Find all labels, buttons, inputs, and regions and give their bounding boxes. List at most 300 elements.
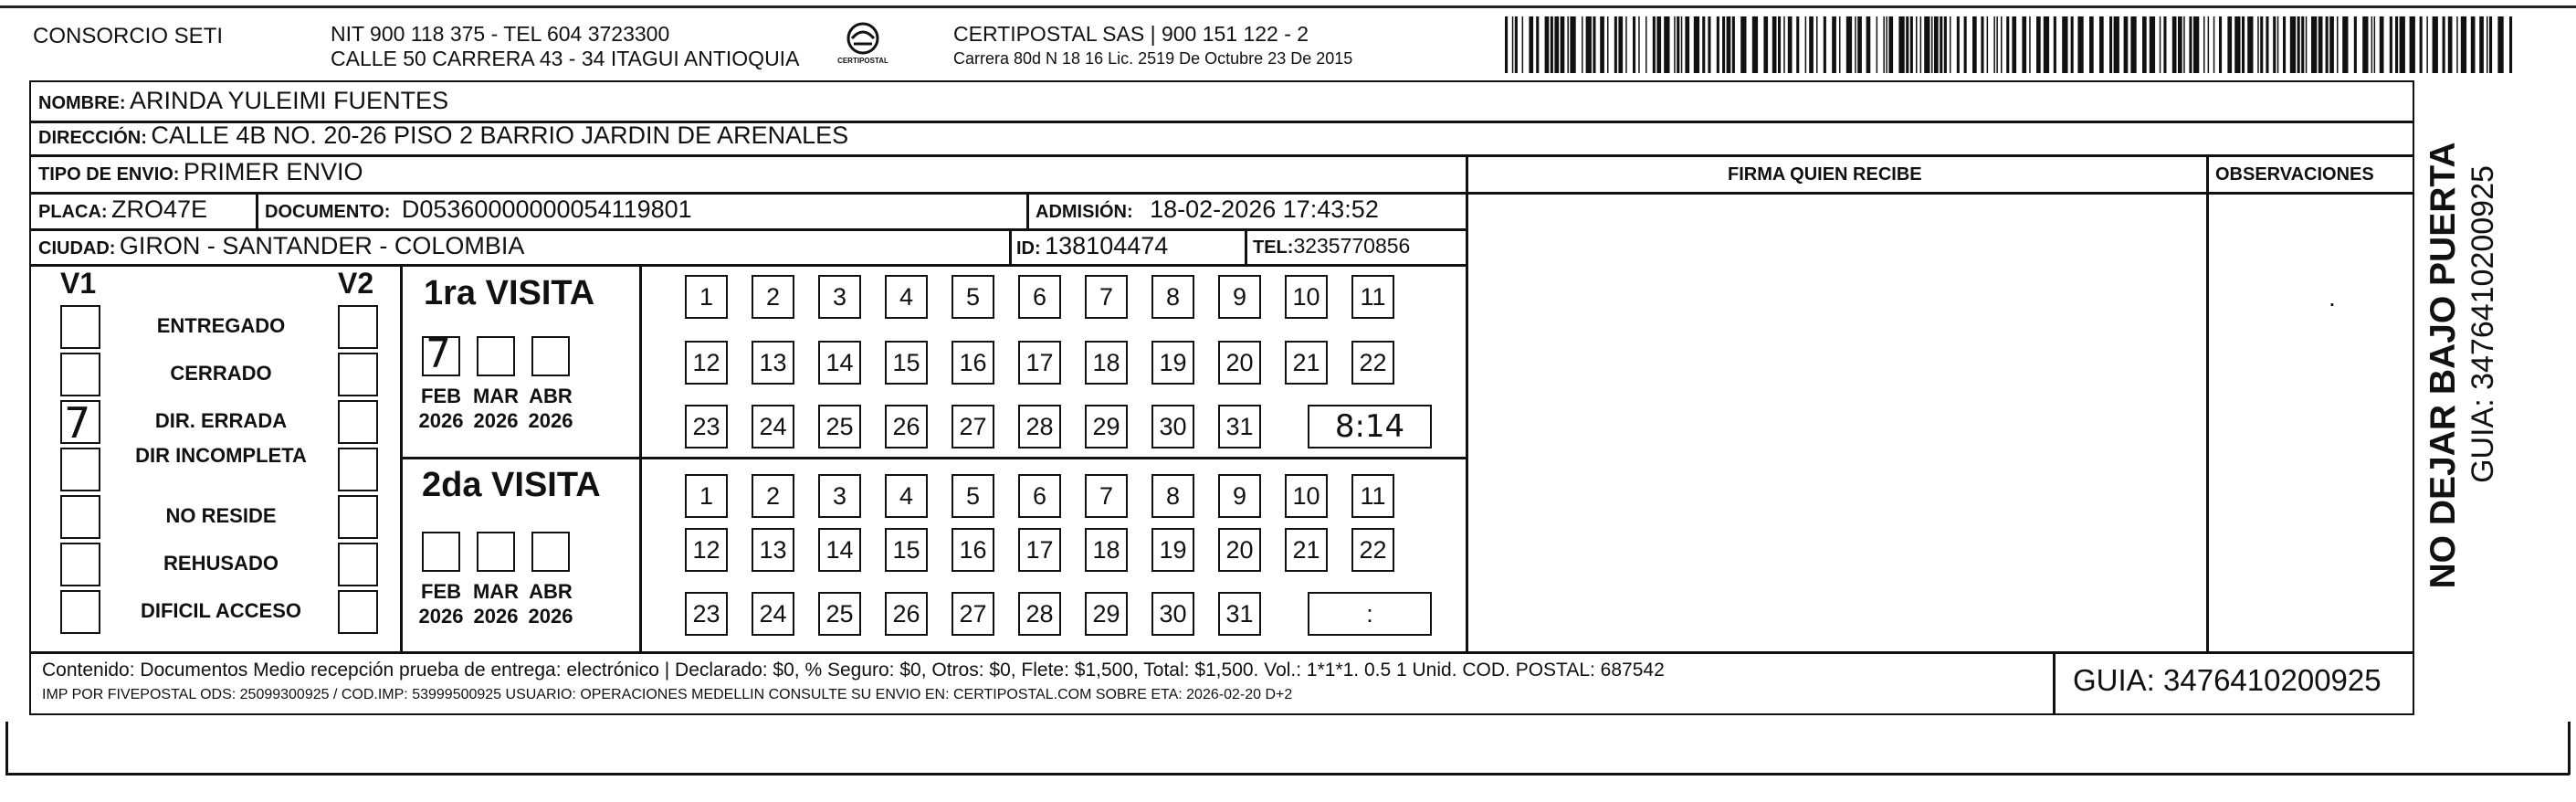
- month-name: FEB: [421, 580, 461, 603]
- v2-checkbox[interactable]: [338, 590, 378, 634]
- v1-label: V1: [60, 267, 97, 300]
- barcode-bar: [2448, 16, 2453, 73]
- barcode-bar: [2410, 16, 2415, 73]
- barcode-bar: [1981, 16, 1983, 73]
- barcode-bar: [2420, 16, 2423, 73]
- barcode-bar: [2329, 16, 2334, 73]
- day-checkbox[interactable]: 30: [1151, 405, 1194, 448]
- month-checkbox[interactable]: [531, 336, 570, 376]
- barcode-bar: [1529, 16, 1533, 73]
- barcode-bar: [2044, 16, 2049, 73]
- day-checkbox[interactable]: 19: [1151, 528, 1194, 572]
- barcode-bar: [2001, 16, 2003, 73]
- status-option-label: DIFICIL ACCESO: [140, 599, 301, 622]
- day-checkbox[interactable]: 11: [1351, 474, 1394, 518]
- barcode-bar: [2242, 16, 2245, 73]
- nombre-row: [38, 87, 448, 115]
- month-year: 2026: [418, 409, 464, 432]
- nombre-value: ARINDA YULEIMI FUENTES: [130, 87, 449, 114]
- documento-cell: [265, 195, 692, 224]
- barcode-bar: [1916, 16, 1918, 73]
- status-option-label: DIR. ERRADA: [154, 409, 288, 432]
- day-checkbox[interactable]: 16: [952, 341, 994, 385]
- ciudad-value: GIRON - SANTANDER - COLOMBIA: [119, 232, 525, 259]
- barcode-bar: [1752, 16, 1758, 73]
- day-checkbox[interactable]: 13: [752, 528, 794, 572]
- barcode-bar: [2109, 16, 2112, 73]
- barcode-bar: [1888, 16, 1893, 73]
- month-name: MAR: [472, 580, 520, 603]
- day-checkbox[interactable]: 28: [1018, 405, 1061, 448]
- placa-value: ZRO47E: [111, 195, 208, 223]
- contenido-line: Contenido: Documentos Medio recepción prueba de entrega: electrónico | Declarado: $0, % Seguro: $0, Otros: $0, Flete: $1,500, Total: $1,500. Vol.: 1*1*1. 0.5 1 Unid. COD. POSTAL: 687542: [42, 660, 1665, 681]
- barcode-bar: [2342, 16, 2348, 73]
- barcode-bar: [1638, 16, 1640, 73]
- barcode-bar: [1920, 16, 1922, 73]
- barcode-bar: [1987, 16, 1989, 73]
- month-label: [413, 384, 469, 433]
- month-year: 2026: [473, 605, 519, 628]
- tel-cell: [1253, 234, 1410, 259]
- day-checkbox[interactable]: 25: [818, 405, 861, 448]
- barcode-bar: [1722, 16, 1725, 73]
- barcode-bar: [1866, 16, 1871, 73]
- barcode-bar: [1964, 16, 1967, 73]
- day-checkbox[interactable]: 14: [818, 341, 861, 385]
- barcode-bar: [1940, 16, 1942, 73]
- barcode-bar: [2297, 16, 2300, 73]
- barcode-bar: [2395, 16, 2398, 73]
- barcode-bar: [2124, 16, 2129, 73]
- day-checkbox[interactable]: 7: [1085, 275, 1128, 319]
- barcode-bar: [1656, 16, 1661, 73]
- month-handwritten-mark: 7: [426, 331, 451, 377]
- column-divider: [2206, 154, 2209, 651]
- v2-checkbox[interactable]: [338, 543, 378, 586]
- barcode-bar: [1708, 16, 1710, 73]
- tipo-value: PRIMER ENVIO: [183, 158, 363, 185]
- barcode-bar: [1674, 16, 1676, 73]
- barcode-bar: [2099, 16, 2104, 73]
- barcode-bar: [2150, 16, 2155, 73]
- tipo-label: TIPO DE ENVIO:: [38, 164, 180, 185]
- barcode-bar: [1934, 16, 1939, 73]
- tel-value: 3235770856: [1293, 234, 1411, 258]
- barcode-bar: [2400, 16, 2405, 73]
- footer-guia: GUIA: 3476410200925: [2073, 663, 2381, 697]
- admision-label: ADMISIÓN:: [1036, 202, 1133, 222]
- barcode-bar: [2426, 16, 2428, 73]
- barcode-bar: [1633, 16, 1635, 73]
- barcode-bar: [2219, 16, 2222, 73]
- barcode-bar: [1536, 16, 1539, 73]
- v1-checkbox[interactable]: [60, 543, 100, 586]
- month-year: 2026: [528, 409, 573, 432]
- documento-value: D05360000000054119801: [401, 195, 692, 223]
- status-option-label: REHUSADO: [163, 552, 279, 575]
- barcode-bar: [1839, 16, 1841, 73]
- barcode-bar: [2489, 16, 2492, 73]
- day-checkbox[interactable]: 18: [1085, 528, 1128, 572]
- day-checkbox[interactable]: 9: [1218, 275, 1261, 319]
- day-checkbox[interactable]: 12: [685, 341, 728, 385]
- address-line: CALLE 50 CARRERA 43 - 34 ITAGUI ANTIOQUIA: [331, 47, 800, 70]
- barcode-bar: [2130, 16, 2136, 73]
- column-divider: [1245, 228, 1247, 264]
- day-checkbox[interactable]: 5: [952, 275, 994, 319]
- logo-text: CERTIPOSTAL: [837, 57, 888, 65]
- day-checkbox[interactable]: 27: [952, 592, 994, 636]
- day-checkbox[interactable]: 21: [1285, 528, 1328, 572]
- barcode-bar: [2077, 16, 2083, 73]
- barcode-bar: [1898, 16, 1904, 73]
- day-checkbox[interactable]: 26: [885, 592, 928, 636]
- barcode-bar: [1551, 16, 1553, 73]
- barcode-bar: [1855, 16, 1856, 73]
- day-checkbox[interactable]: 6: [1018, 275, 1061, 319]
- day-checkbox[interactable]: 5: [952, 474, 994, 518]
- nombre-label: NOMBRE:: [38, 93, 126, 113]
- barcode-bar: [2012, 16, 2016, 73]
- barcode-bar: [1957, 16, 1960, 73]
- barcode-bar: [2234, 16, 2240, 73]
- v2-checkbox[interactable]: [338, 305, 378, 349]
- barcode-bar: [2036, 16, 2041, 73]
- ciudad-label: CIUDAD:: [38, 238, 116, 259]
- month-checkbox[interactable]: [477, 336, 515, 376]
- barcode-bar: [1567, 16, 1569, 73]
- second-visit-title: 2da VISITA: [422, 466, 601, 504]
- barcode-bar: [1732, 16, 1735, 73]
- day-checkbox[interactable]: 7: [1085, 474, 1128, 518]
- column-divider: [1026, 192, 1029, 228]
- v1-checkbox[interactable]: [60, 353, 100, 396]
- day-checkbox[interactable]: 13: [752, 341, 794, 385]
- day-checkbox[interactable]: 8: [1151, 474, 1194, 518]
- day-checkbox[interactable]: 22: [1351, 528, 1394, 572]
- column-divider: [2053, 651, 2056, 715]
- day-checkbox[interactable]: 21: [1285, 341, 1328, 385]
- day-checkbox[interactable]: 17: [1018, 341, 1061, 385]
- barcode-bar: [1625, 16, 1627, 73]
- placa-label: PLACA:: [38, 202, 108, 222]
- barcode-bar: [1931, 16, 1933, 73]
- day-checkbox[interactable]: 19: [1151, 341, 1194, 385]
- month-checkbox[interactable]: [531, 532, 570, 572]
- row-divider: [29, 192, 2414, 195]
- first-visit-title: 1ra VISITA: [424, 274, 595, 312]
- day-checkbox[interactable]: 15: [885, 528, 928, 572]
- barcode-bar: [2290, 16, 2296, 73]
- tipo-row: [38, 158, 363, 186]
- bottom-edge-bracket: [2568, 722, 2571, 775]
- barcode-bar: [2247, 16, 2253, 73]
- day-checkbox[interactable]: 20: [1218, 528, 1261, 572]
- direccion-value: CALLE 4B NO. 20-26 PISO 2 BARRIO JARDIN DE ARENALES: [151, 121, 849, 149]
- barcode-bar: [2189, 16, 2192, 73]
- imp-line: IMP POR FIVEPOSTAL ODS: 25099300925 / COD.IMP: 53999500925 USUARIO: OPERACIONES MEDELLIN CONSULTE SU ENVIO EN: CERTIPOSTAL.COM SOBRE ETA: 2026-02-20 D+2: [42, 687, 1293, 702]
- month-name: MAR: [472, 385, 520, 407]
- barcode-bar: [1886, 16, 1887, 73]
- status-option-label: DIR INCOMPLETA: [135, 444, 307, 467]
- barcode-bar: [2163, 16, 2166, 73]
- barcode-bar: [2433, 16, 2438, 73]
- direccion-label: DIRECCIÓN:: [38, 128, 147, 148]
- barcode-bar: [1796, 16, 1799, 73]
- barcode-bar: [2354, 16, 2357, 73]
- day-checkbox[interactable]: 4: [885, 474, 928, 518]
- barcode-bar: [1685, 16, 1689, 73]
- day-checkbox[interactable]: 26: [885, 405, 928, 448]
- barcode-bar: [2178, 16, 2182, 73]
- barcode-bar: [1570, 16, 1575, 73]
- barcode-bar: [2054, 16, 2056, 73]
- barcode-bar: [1717, 16, 1719, 73]
- month-name: ABR: [529, 580, 573, 603]
- day-checkbox[interactable]: 22: [1351, 341, 1394, 385]
- barcode-bar: [1910, 16, 1913, 73]
- barcode-bar: [1788, 16, 1793, 73]
- barcode-bar: [2362, 16, 2368, 73]
- barcode-bar: [1883, 16, 1885, 73]
- barcode-bar: [1645, 16, 1647, 73]
- day-checkbox[interactable]: 29: [1085, 592, 1128, 636]
- barcode-bar: [2022, 16, 2026, 73]
- barcode-bar: [2029, 16, 2031, 73]
- day-checkbox[interactable]: 3: [818, 275, 861, 319]
- barcode-bar: [1561, 16, 1565, 73]
- v1-checkbox[interactable]: [60, 305, 100, 349]
- day-checkbox[interactable]: 31: [1218, 592, 1261, 636]
- day-checkbox[interactable]: 10: [1285, 275, 1328, 319]
- barcode-bar: [2337, 16, 2339, 73]
- day-checkbox[interactable]: 18: [1085, 341, 1128, 385]
- day-checkbox[interactable]: 30: [1151, 592, 1194, 636]
- barcode-bar: [2260, 16, 2263, 73]
- v2-checkbox[interactable]: [338, 448, 378, 491]
- barcode-bar: [1702, 16, 1705, 73]
- barcode-bar: [2456, 16, 2458, 73]
- barcode-bar: [1783, 16, 1785, 73]
- v1-checkbox[interactable]: [60, 590, 100, 634]
- id-label: ID:: [1016, 238, 1041, 259]
- barcode-bar: [2479, 16, 2484, 73]
- barcode-bar: [2374, 16, 2376, 73]
- barcode-bar: [2257, 16, 2259, 73]
- barcode-bar: [2461, 16, 2466, 73]
- day-checkbox[interactable]: 6: [1018, 474, 1061, 518]
- v1-handwritten-mark: 7: [64, 398, 91, 448]
- barcode-bar: [1809, 16, 1814, 73]
- barcode-bar: [1832, 16, 1836, 73]
- barcode-bar: [1816, 16, 1818, 73]
- month-name: FEB: [421, 385, 461, 407]
- barcode-bar: [2318, 16, 2323, 73]
- day-checkbox[interactable]: 29: [1085, 405, 1128, 448]
- row-divider: [29, 228, 1467, 231]
- day-checkbox[interactable]: 23: [685, 405, 728, 448]
- barcode-bar: [1653, 16, 1656, 73]
- firma-header: FIRMA QUIEN RECIBE: [1728, 164, 1922, 185]
- barcode-bar: [2071, 16, 2074, 73]
- barcode-bar: [2471, 16, 2476, 73]
- barcode-bar: [1554, 16, 1559, 73]
- barcode-bar: [2227, 16, 2232, 73]
- day-checkbox[interactable]: 8: [1151, 275, 1194, 319]
- barcode-bar: [1805, 16, 1807, 73]
- day-checkbox[interactable]: 12: [685, 528, 728, 572]
- month-label: [522, 384, 579, 433]
- day-checkbox[interactable]: 14: [818, 528, 861, 572]
- id-cell: [1016, 232, 1168, 260]
- barcode-bar: [1996, 16, 1998, 73]
- month-label: [522, 579, 579, 628]
- month-checkbox[interactable]: [477, 532, 515, 572]
- barcode-bar: [1582, 16, 1583, 73]
- barcode-bar: [1512, 16, 1514, 73]
- day-checkbox[interactable]: 1: [685, 275, 728, 319]
- barcode-bar: [1515, 16, 1518, 73]
- day-checkbox[interactable]: 28: [1018, 592, 1061, 636]
- documento-label: DOCUMENTO:: [265, 202, 391, 222]
- day-checkbox[interactable]: 23: [685, 592, 728, 636]
- barcode-bar: [2326, 16, 2329, 73]
- v1-checkbox[interactable]: [60, 448, 100, 491]
- day-checkbox[interactable]: 4: [885, 275, 928, 319]
- barcode-bar: [1944, 16, 1947, 73]
- row-divider: [29, 651, 2414, 654]
- day-checkbox[interactable]: 24: [752, 592, 794, 636]
- day-checkbox[interactable]: 11: [1351, 275, 1394, 319]
- certipostal-logo: [826, 18, 899, 69]
- observaciones-header: OBSERVACIONES: [2215, 164, 2374, 185]
- day-checkbox[interactable]: 2: [752, 474, 794, 518]
- v2-checkbox[interactable]: [338, 495, 378, 539]
- day-checkbox[interactable]: 2: [752, 275, 794, 319]
- bottom-edge-bracket: [5, 722, 8, 775]
- barcode-bar: [2301, 16, 2304, 73]
- month-year: 2026: [473, 409, 519, 432]
- day-checkbox[interactable]: 1: [685, 474, 728, 518]
- status-option-label: CERRADO: [170, 362, 272, 385]
- barcode-bar: [2497, 16, 2503, 73]
- bottom-edge-bracket: [5, 773, 2570, 776]
- admision-value: 18-02-2026 17:43:52: [1150, 195, 1379, 223]
- row-divider: [29, 264, 1467, 267]
- id-value: 138104474: [1045, 232, 1169, 259]
- barcode-bar: [1727, 16, 1731, 73]
- day-checkbox[interactable]: 25: [818, 592, 861, 636]
- day-checkbox[interactable]: 16: [952, 528, 994, 572]
- barcode-bar: [1664, 16, 1669, 73]
- barcode-bar: [1593, 16, 1595, 73]
- day-checkbox[interactable]: 9: [1218, 474, 1261, 518]
- barcode-bar: [2277, 16, 2279, 73]
- visit-divider: [400, 457, 1467, 459]
- barcode-bar: [2208, 16, 2210, 73]
- day-checkbox[interactable]: 3: [818, 474, 861, 518]
- status-option-label: NO RESIDE: [165, 504, 277, 527]
- barcode: [1505, 16, 2517, 73]
- month-name: ABR: [529, 385, 573, 407]
- barcode-bar: [2203, 16, 2205, 73]
- barcode-bar: [2390, 16, 2392, 73]
- v2-checkbox[interactable]: [338, 400, 378, 444]
- month-checkbox[interactable]: [422, 532, 460, 572]
- ciudad-cell: [38, 232, 524, 260]
- barcode-bar: [2213, 16, 2215, 73]
- visit-time-box[interactable]: 8:14: [1308, 405, 1432, 448]
- barcode-bar: [2142, 16, 2147, 73]
- barcode-bar: [2193, 16, 2199, 73]
- license-line: Carrera 80d N 18 16 Lic. 2519 De Octubre 23 De 2015: [953, 49, 1353, 68]
- barcode-bar: [1614, 16, 1617, 73]
- v2-label: V2: [338, 267, 374, 300]
- day-checkbox[interactable]: 27: [952, 405, 994, 448]
- barcode-bar: [2160, 16, 2161, 73]
- side-text: [2422, 110, 2508, 621]
- day-checkbox[interactable]: 10: [1285, 474, 1328, 518]
- barcode-bar: [1972, 16, 1977, 73]
- barcode-bar: [1694, 16, 1699, 73]
- status-option-label: ENTREGADO: [156, 314, 286, 337]
- barcode-bar: [1618, 16, 1623, 73]
- day-checkbox[interactable]: 17: [1018, 528, 1061, 572]
- barcode-bar: [2443, 16, 2445, 73]
- month-year: 2026: [528, 605, 573, 628]
- day-checkbox[interactable]: 31: [1218, 405, 1261, 448]
- day-checkbox[interactable]: 20: [1218, 341, 1261, 385]
- month-year: 2026: [418, 605, 464, 628]
- barcode-bar: [1763, 16, 1768, 73]
- barcode-bar: [1586, 16, 1592, 73]
- tel-label: TEL:: [1253, 237, 1294, 258]
- day-checkbox[interactable]: 24: [752, 405, 794, 448]
- company-name: CONSORCIO SETI: [33, 24, 224, 48]
- barcode-bar: [2183, 16, 2185, 73]
- barcode-bar: [1846, 16, 1852, 73]
- admision-cell: [1036, 195, 1379, 224]
- v2-checkbox[interactable]: [338, 353, 378, 396]
- barcode-bar: [1772, 16, 1777, 73]
- no-dejar-bajo-puerta: NO DEJAR BAJO PUERTA: [2424, 142, 2463, 589]
- barcode-bar: [2172, 16, 2177, 73]
- day-checkbox[interactable]: 15: [885, 341, 928, 385]
- barcode-bar: [2311, 16, 2317, 73]
- barcode-bar: [2114, 16, 2119, 73]
- barcode-bar: [1906, 16, 1908, 73]
- column-divider: [256, 192, 258, 228]
- side-guia: GUIA: 3476410200925: [2466, 165, 2500, 483]
- barcode-bar: [2006, 16, 2009, 73]
- barcode-bar: [2380, 16, 2384, 73]
- certipostal-line: CERTIPOSTAL SAS | 900 151 122 - 2: [953, 22, 1309, 46]
- barcode-bar: [2062, 16, 2067, 73]
- month-label: [468, 579, 524, 628]
- column-divider: [1009, 228, 1012, 264]
- row-divider: [29, 154, 2414, 157]
- barcode-bar: [2306, 16, 2308, 73]
- column-divider: [1466, 154, 1468, 651]
- nit-line: NIT 900 118 375 - TEL 604 3723300: [331, 22, 670, 46]
- barcode-bar: [2509, 16, 2512, 73]
- top-edge-line: [0, 5, 2576, 8]
- barcode-bar: [1677, 16, 1679, 73]
- barcode-bar: [1607, 16, 1609, 73]
- barcode-bar: [2266, 16, 2268, 73]
- v1-checkbox[interactable]: [60, 495, 100, 539]
- visit-time-box[interactable]: :: [1308, 592, 1432, 636]
